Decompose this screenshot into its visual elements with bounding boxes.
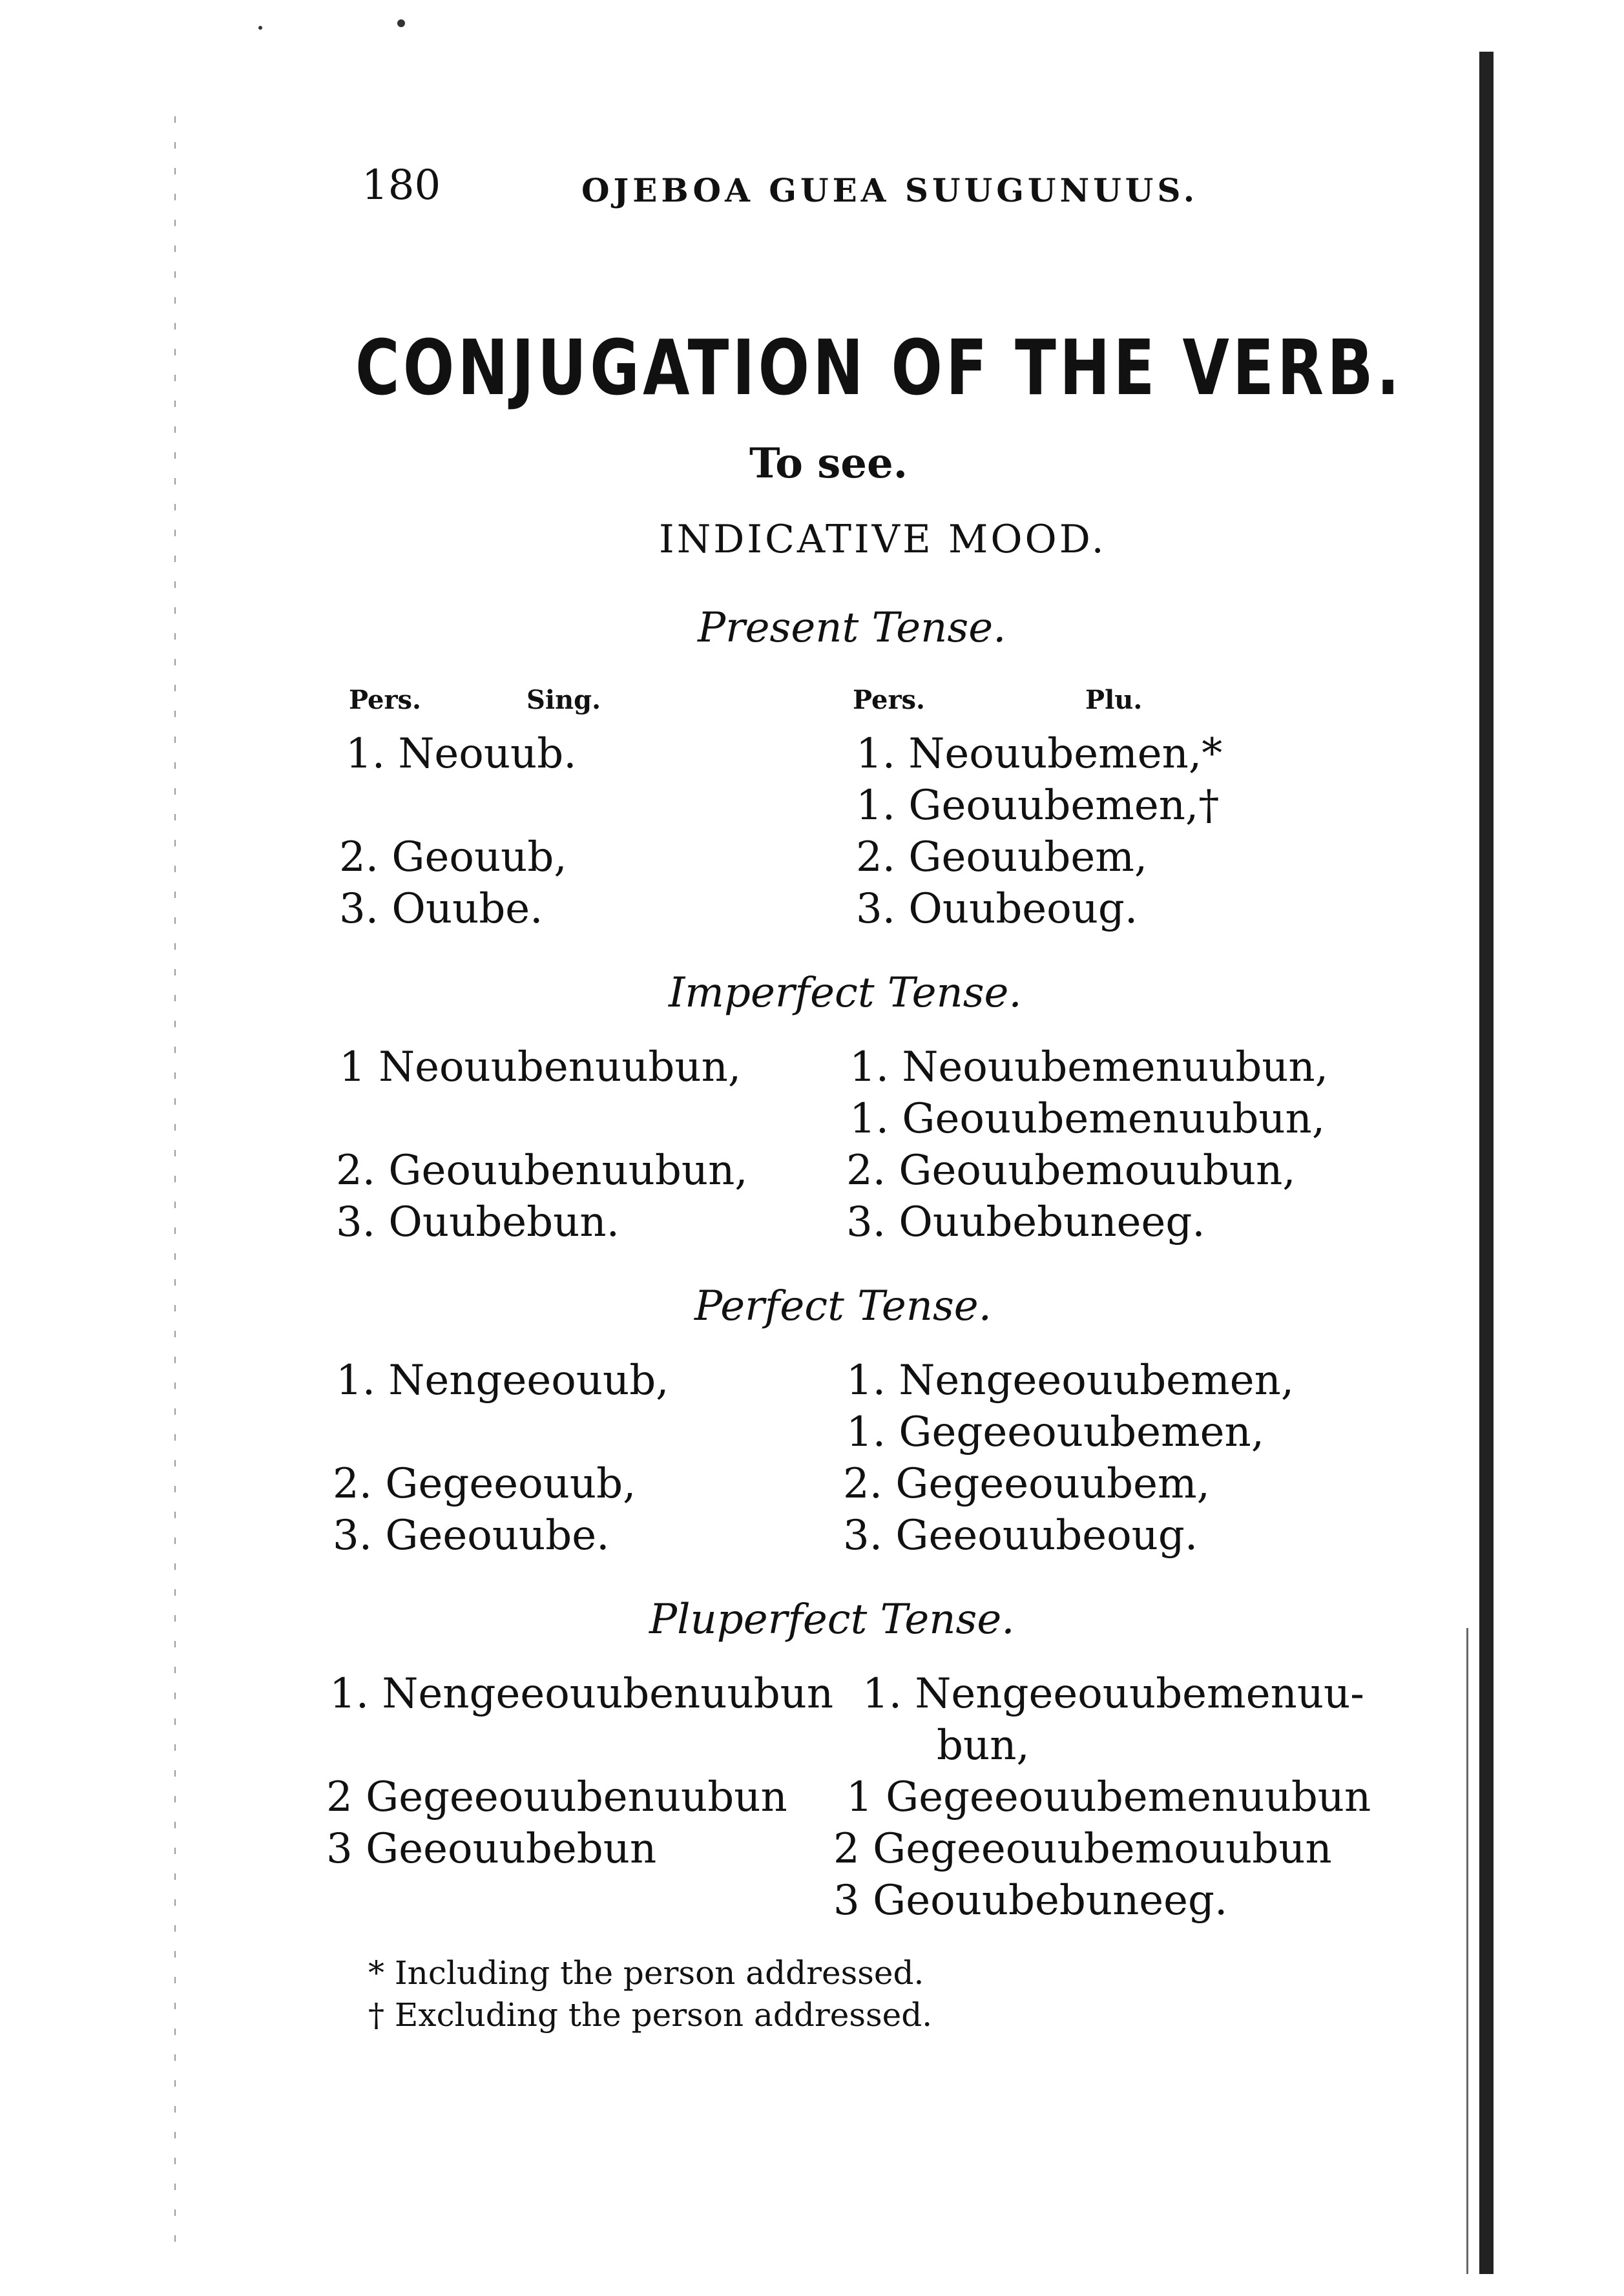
footnote-including: * Including the person addressed. <box>368 1954 924 1992</box>
tense-heading-imperfect: Imperfect Tense. <box>669 969 1022 1017</box>
pluperfect-plural-form: 3 Geouubebuneeg. <box>833 1877 1228 1925</box>
pluperfect-singular-form: 2 Gegeeouubenuubun <box>326 1773 787 1821</box>
present-plural-form: 1. Neouubemen,* <box>856 730 1223 778</box>
scan-edge-bar <box>1479 52 1494 2274</box>
pluperfect-singular-form: 1. Nengeeouubenuubun <box>329 1670 834 1718</box>
scan-left-dotted-line <box>174 116 176 2248</box>
perfect-plural-form: 1. Gegeeouubemen, <box>846 1408 1265 1456</box>
column-header-pers-right: Pers. <box>853 685 925 715</box>
imperfect-singular-form: 2. Geouubenuubun, <box>336 1147 748 1195</box>
imperfect-plural-form: 2. Geouubemouubun, <box>846 1147 1296 1195</box>
tense-heading-pluperfect: Pluperfect Tense. <box>649 1596 1015 1644</box>
imperfect-plural-form: 3. Ouubebuneeg. <box>846 1198 1205 1246</box>
page-title: CONJUGATION OF THE VERB. <box>355 323 1403 412</box>
present-singular-form: 3. Ouube. <box>339 885 543 933</box>
perfect-plural-form: 1. Nengeeouubemen, <box>846 1357 1295 1404</box>
present-plural-form: 2. Geouubem, <box>856 833 1148 881</box>
imperfect-plural-form: 1. Neouubemenuubun, <box>849 1043 1329 1091</box>
scan-edge-line <box>1466 1628 1468 2274</box>
imperfect-singular-form: 3. Ouubebun. <box>336 1198 619 1246</box>
pluperfect-plural-form: 1 Gegeeouubemenuubun <box>846 1773 1371 1821</box>
perfect-singular-form: 2. Gegeeouub, <box>333 1460 636 1508</box>
running-title: OJEBOA GUEA SUUGUNUUS. <box>581 171 1199 209</box>
pluperfect-plural-form: 2 Gegeeouubemouubun <box>833 1825 1332 1873</box>
scan-speck <box>397 19 405 27</box>
present-singular-form: 1. Neouub. <box>346 730 577 778</box>
tense-heading-present: Present Tense. <box>698 604 1006 652</box>
mood-heading: INDICATIVE MOOD. <box>659 517 1107 562</box>
verb-subtitle: To see. <box>749 439 908 488</box>
imperfect-plural-form: 1. Geouubemenuubun, <box>849 1095 1326 1143</box>
imperfect-singular-form: 1 Neouubenuubun, <box>339 1043 742 1091</box>
tense-heading-perfect: Perfect Tense. <box>694 1282 992 1330</box>
present-singular-form: 2. Geouub, <box>339 833 567 881</box>
pluperfect-plural-form: 1. Nengeeouubemenuu- <box>862 1670 1364 1718</box>
present-plural-form: 1. Geouubemen,† <box>856 782 1220 830</box>
scan-speck <box>258 26 262 30</box>
pluperfect-plural-form: bun, <box>937 1722 1030 1769</box>
present-plural-form: 3. Ouubeoug. <box>856 885 1138 933</box>
column-header-sing: Sing. <box>526 685 601 715</box>
column-header-pers-left: Pers. <box>349 685 421 715</box>
pluperfect-singular-form: 3 Geeouubebun <box>326 1825 657 1873</box>
footnote-excluding: † Excluding the person addressed. <box>368 1996 933 2034</box>
perfect-plural-form: 3. Geeouubeoug. <box>843 1512 1198 1560</box>
perfect-plural-form: 2. Gegeeouubem, <box>843 1460 1210 1508</box>
perfect-singular-form: 1. Nengeeouub, <box>336 1357 669 1404</box>
perfect-singular-form: 3. Geeouube. <box>333 1512 610 1560</box>
page-number: 180 <box>362 162 441 209</box>
column-header-plu: Plu. <box>1085 685 1143 715</box>
